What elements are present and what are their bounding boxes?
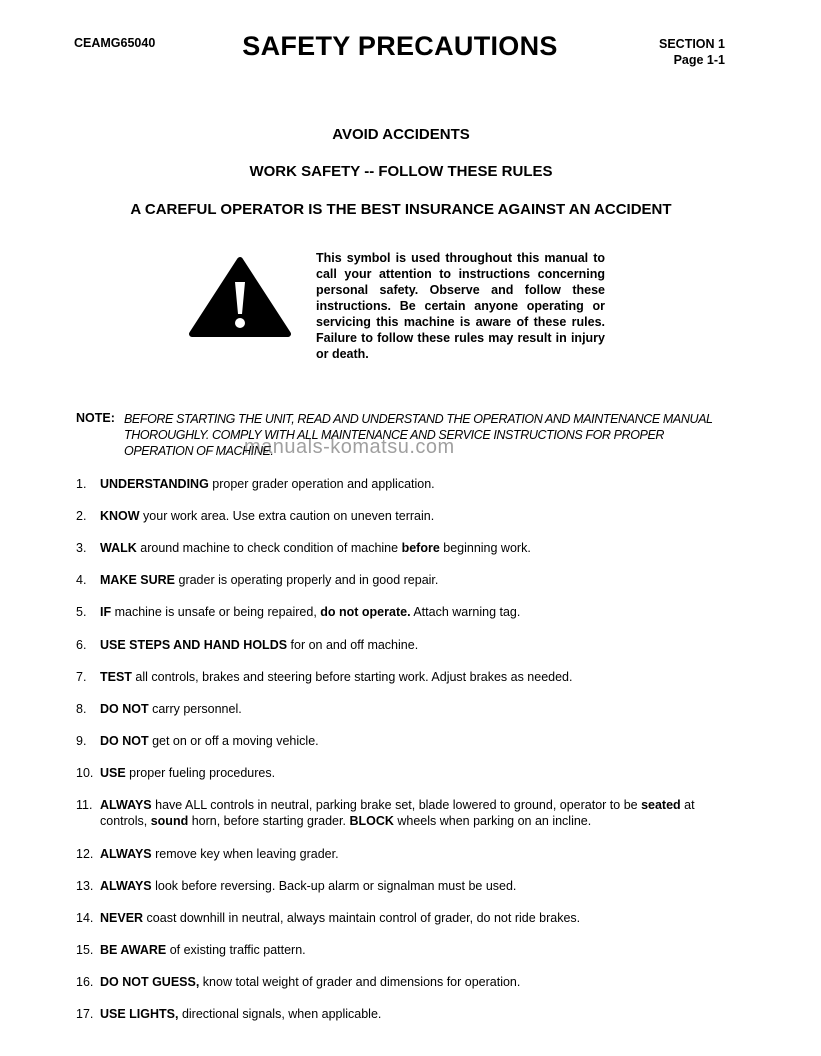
rule-fragment: all controls, brakes and steering before starting work. Adjust brakes as needed. bbox=[131, 670, 573, 684]
rule-keyword: BLOCK bbox=[349, 814, 394, 828]
rule-keyword: ALWAYS bbox=[100, 798, 152, 812]
rule-fragment: proper grader operation and application. bbox=[208, 477, 435, 491]
rule-keyword: before bbox=[401, 541, 440, 555]
rule-number: 15. bbox=[76, 943, 94, 957]
page-title: SAFETY PRECAUTIONS bbox=[242, 31, 558, 61]
rule-keyword: seated bbox=[641, 798, 681, 812]
rule-text bbox=[100, 974, 725, 990]
rule-text bbox=[100, 878, 725, 894]
rule-text bbox=[100, 1006, 725, 1022]
rule-text bbox=[100, 701, 725, 717]
rule-number: 2. bbox=[76, 509, 87, 523]
note-label: NOTE: bbox=[76, 411, 115, 425]
rule-text bbox=[100, 476, 725, 492]
rule-fragment: wheels when parking on an incline. bbox=[393, 814, 592, 828]
rule-number: 11. bbox=[76, 798, 93, 812]
rule-keyword: USE LIGHTS, bbox=[100, 1007, 179, 1021]
rule-keyword: BE AWARE bbox=[100, 943, 167, 957]
rule-number: 1. bbox=[76, 477, 87, 491]
heading-careful-operator: A CAREFUL OPERATOR IS THE BEST INSURANCE AGAINST AN ACCIDENT bbox=[130, 201, 672, 218]
rule-fragment: grader is operating properly and in good repair. bbox=[175, 573, 439, 587]
rule-number: 14. bbox=[76, 911, 94, 925]
rule-text bbox=[100, 797, 725, 829]
rule-fragment: proper fueling procedures. bbox=[125, 766, 276, 780]
rule-fragment: directional signals, when applicable. bbox=[178, 1007, 382, 1021]
rule-number: 3. bbox=[76, 541, 87, 555]
rule-number: 17. bbox=[76, 1007, 94, 1021]
rule-number: 8. bbox=[76, 702, 87, 716]
rule-text bbox=[100, 637, 725, 653]
rule-keyword: USE bbox=[100, 766, 126, 780]
rule-keyword: IF bbox=[100, 605, 112, 619]
rule-fragment: remove key when leaving grader. bbox=[151, 847, 339, 861]
rule-text bbox=[100, 733, 725, 749]
rule-keyword: USE STEPS AND HAND HOLDS bbox=[100, 638, 288, 652]
rule-text bbox=[100, 604, 725, 620]
heading-work-safety: WORK SAFETY -- FOLLOW THESE RULES bbox=[249, 163, 553, 180]
rule-fragment: coast downhill in neutral, always maintain control of grader, do not ride brakes. bbox=[143, 911, 581, 925]
rule-fragment: get on or off a moving vehicle. bbox=[148, 734, 319, 748]
rule-text bbox=[100, 540, 725, 556]
page-number: Page 1-1 bbox=[673, 53, 725, 67]
rule-number: 7. bbox=[76, 670, 87, 684]
rule-text bbox=[100, 572, 725, 588]
rule-keyword: ALWAYS bbox=[100, 847, 152, 861]
rule-keyword: NEVER bbox=[100, 911, 144, 925]
rule-fragment: at controls, bbox=[100, 798, 695, 828]
rule-fragment: of existing traffic pattern. bbox=[166, 943, 306, 957]
rule-fragment: your work area. Use extra caution on uneven terrain. bbox=[139, 509, 435, 523]
rule-keyword: do not operate. bbox=[320, 605, 411, 619]
rule-keyword: ALWAYS bbox=[100, 879, 152, 893]
rule-keyword: UNDERSTANDING bbox=[100, 477, 209, 491]
rule-fragment: know total weight of grader and dimensions for operation. bbox=[199, 975, 521, 989]
rule-fragment: for on and off machine. bbox=[287, 638, 419, 652]
rule-fragment: look before reversing. Back-up alarm or signalman must be used. bbox=[151, 879, 517, 893]
note-text: BEFORE STARTING THE UNIT, READ AND UNDERSTAND THE OPERATION AND MAINTENANCE MANUAL THOROUGHLY. COMPLY WITH ALL MAINTENANCE AND SERVICE INSTRUCTIONS FOR PROPER OPERATION OF MACHINE. bbox=[124, 412, 713, 458]
symbol-explanation: This symbol is used throughout this manual to call your attention to instructions concerning personal safety. Observe and follow these instructions. Be certain anyone operating or servicing this machine is aware of these rules. Failure to follow these rules may result in injury or death. bbox=[316, 251, 605, 361]
rule-number: 4. bbox=[76, 573, 87, 587]
rule-number: 6. bbox=[76, 638, 87, 652]
rule-number: 5. bbox=[76, 605, 87, 619]
rule-text bbox=[100, 765, 725, 781]
rule-text bbox=[100, 669, 725, 685]
rule-keyword: KNOW bbox=[100, 509, 140, 523]
watermark: manuals-komatsu.com bbox=[244, 436, 455, 458]
section-info bbox=[659, 36, 725, 68]
rule-number: 12. bbox=[76, 847, 94, 861]
rule-fragment: horn, before starting grader. bbox=[188, 814, 350, 828]
warning-triangle-icon bbox=[188, 256, 292, 338]
rule-text bbox=[100, 846, 725, 862]
rule-fragment: Attach warning tag. bbox=[410, 605, 521, 619]
rule-text bbox=[100, 942, 725, 958]
rule-fragment: beginning work. bbox=[439, 541, 531, 555]
rule-fragment: carry personnel. bbox=[148, 702, 242, 716]
heading-avoid-accidents: AVOID ACCIDENTS bbox=[332, 126, 470, 143]
rule-keyword: MAKE SURE bbox=[100, 573, 176, 587]
rule-number: 10. bbox=[76, 766, 94, 780]
rule-keyword: sound bbox=[150, 814, 189, 828]
rule-keyword: DO NOT bbox=[100, 734, 149, 748]
rule-keyword: WALK bbox=[100, 541, 137, 555]
rule-keyword: TEST bbox=[100, 670, 132, 684]
rule-fragment: have ALL controls in neutral, parking brake set, blade lowered to ground, operator to be bbox=[151, 798, 642, 812]
section-label: SECTION 1 bbox=[659, 37, 725, 51]
rule-number: 16. bbox=[76, 975, 94, 989]
rule-number: 9. bbox=[76, 734, 87, 748]
rule-fragment: around machine to check condition of machine bbox=[136, 541, 402, 555]
document-code: CEAMG65040 bbox=[74, 36, 156, 50]
rule-number: 13. bbox=[76, 879, 94, 893]
rule-text bbox=[100, 910, 725, 926]
rule-fragment: machine is unsafe or being repaired, bbox=[111, 605, 321, 619]
rule-keyword: DO NOT GUESS, bbox=[100, 975, 200, 989]
rule-keyword: DO NOT bbox=[100, 702, 149, 716]
rule-text bbox=[100, 508, 725, 524]
